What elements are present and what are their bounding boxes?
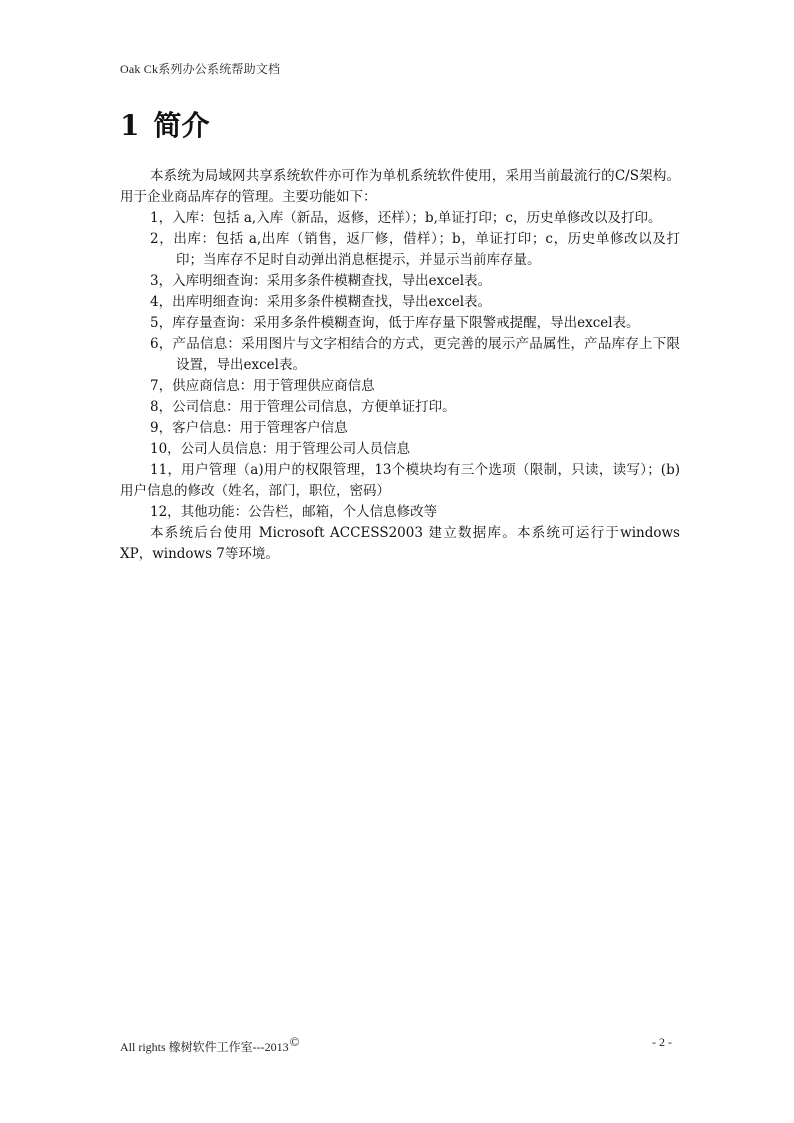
page-header: Oak Ck系列办公系统帮助文档: [120, 62, 281, 76]
section-body: [120, 166, 680, 565]
feature-list: [120, 208, 680, 523]
rights-text: All rights 橡树软件工作室---2013: [120, 1040, 289, 1054]
list-item: 1，入库：包括 a,入库（新品，返修，还样）；b,单证打印；c，历史单修改以及打印。: [150, 210, 662, 226]
list-item: 6，产品信息：采用图片与文字相结合的方式，更完善的展示产品属性，产品库存上下限设置，导出excel表。: [150, 336, 680, 373]
list-item: 5，库存量查询：采用多条件模糊查询，低于库存量下限警戒提醒，导出excel表。: [150, 315, 640, 331]
list-item: 9，客户信息：用于管理客户信息: [150, 420, 348, 436]
list-item: 4，出库明细查询：采用多条件模糊查找，导出excel表。: [150, 294, 492, 310]
copyright-icon: ©: [289, 1034, 300, 1049]
list-item: 12，其他功能：公告栏，邮箱，个人信息修改等: [150, 504, 438, 520]
section-heading: [120, 104, 210, 144]
section-title: 简介: [153, 109, 210, 142]
list-item: 8，公司信息：用于管理公司信息，方便单证打印。: [150, 399, 456, 415]
list-item: 10，公司人员信息：用于管理公司人员信息: [150, 441, 411, 457]
list-item: 2，出库：包括 a,出库（销售，返厂修，借样）；b，单证打印；c，历史单修改以及打印；当库存不足时自动弹出消息框提示，并显示当前库存量。: [150, 231, 680, 268]
section-number: 1: [120, 109, 140, 142]
list-item: 11，用户管理（a)用户的权限管理，13个模块均有三个选项（限制，只读，读写）；(b)用户信息的修改（姓名，部门，职位，密码）: [120, 462, 680, 499]
page-number: - 2 -: [652, 1035, 672, 1049]
list-item: 7，供应商信息：用于管理供应商信息: [150, 378, 375, 394]
list-item: 3，入库明细查询：采用多条件模糊查找，导出excel表。: [150, 273, 492, 289]
closing-paragraph: 本系统后台使用 Microsoft ACCESS2003 建立数据库。本系统可运行于windows XP，windows 7等环境。: [120, 525, 680, 562]
page-footer-rights: [120, 1034, 300, 1055]
intro-paragraph: 本系统为局域网共享系统软件亦可作为单机系统软件使用，采用当前最流行的C/S架构。用于企业商品库存的管理。主要功能如下：: [120, 168, 680, 205]
